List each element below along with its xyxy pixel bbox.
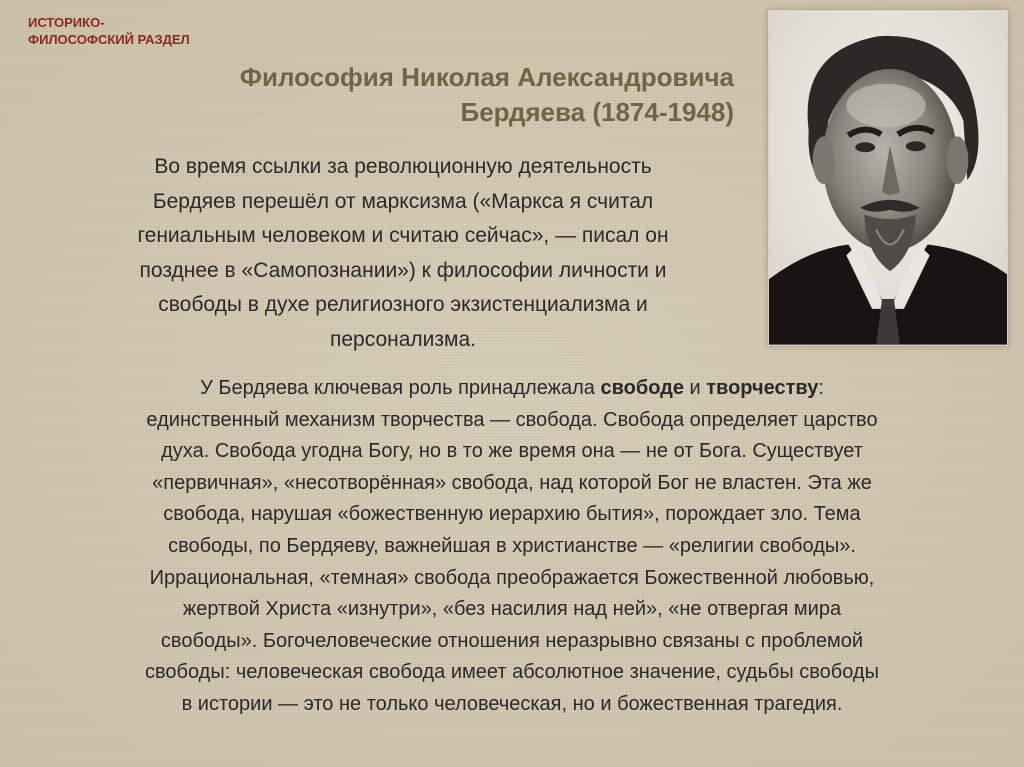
body-line: Иррациональная, «темная» свобода преображается Божественной любовью, [149,566,875,589]
portrait-photo-icon [769,11,1007,345]
main-paragraph [40,373,984,721]
intro-line: гениальным человеком и считаю сейчас», — писал он [137,224,669,247]
body-line-1 [40,373,984,405]
title-line-1: Философия Николая Александровича [239,62,734,92]
body-text-fragment: : [818,377,824,399]
section-label [28,14,190,48]
body-text-fragment: и [683,377,707,399]
intro-line: Во время ссылки за революционную деятельность [154,155,652,178]
body-line: свободы: человеческая свобода имеет абсолютное значение, судьбы свободы [145,661,879,684]
section-label-line-1: ИСТОРИКО- [28,15,105,30]
intro-line: Бердяев перешёл от марксизма («Маркса я считал [152,189,654,213]
body-line: «первичная», «несотворённая» свобода, над которой Бог не властен. Эта же [152,471,872,494]
section-label-line-2: ФИЛОСОФСКИЙ РАЗДЕЛ [28,32,190,47]
keyword-creativity: творчеству [706,377,819,399]
body-line: духа. Свобода угодна Богу, но в то же время она — не от Бога. Существует [161,440,863,463]
body-line: единственный механизм творчества — свобода. Свобода определяет царство [146,408,878,431]
keyword-freedom: свободе [600,377,684,399]
body-line: свобода, нарушая «божественную иерархию бытия», порождает зло. Тема [163,503,861,526]
page-title [120,60,734,130]
portrait-photo [768,10,1008,346]
intro-line: персонализма. [330,327,476,351]
intro-line: свободы в духе религиозного экзистенциализма и [158,293,648,316]
body-text-fragment: У Бердяева ключевая роль принадлежала [200,377,601,399]
title-line-2: Бердяева (1874-1948) [460,97,734,127]
body-line: в истории — это не только человеческая, но и божественная трагедия. [181,692,843,715]
body-line: свободы, по Бердяеву, важнейшая в христианстве — «религии свободы». [168,534,856,557]
intro-line: позднее в «Самопознании») к философии личности и [139,258,667,282]
body-line: жертвой Христа «изнутри», «без насилия над ней», «не отвергая мира [182,598,842,621]
body-line: свободы». Богочеловеческие отношения неразрывно связаны с проблемой [160,629,864,652]
intro-paragraph [60,150,746,357]
